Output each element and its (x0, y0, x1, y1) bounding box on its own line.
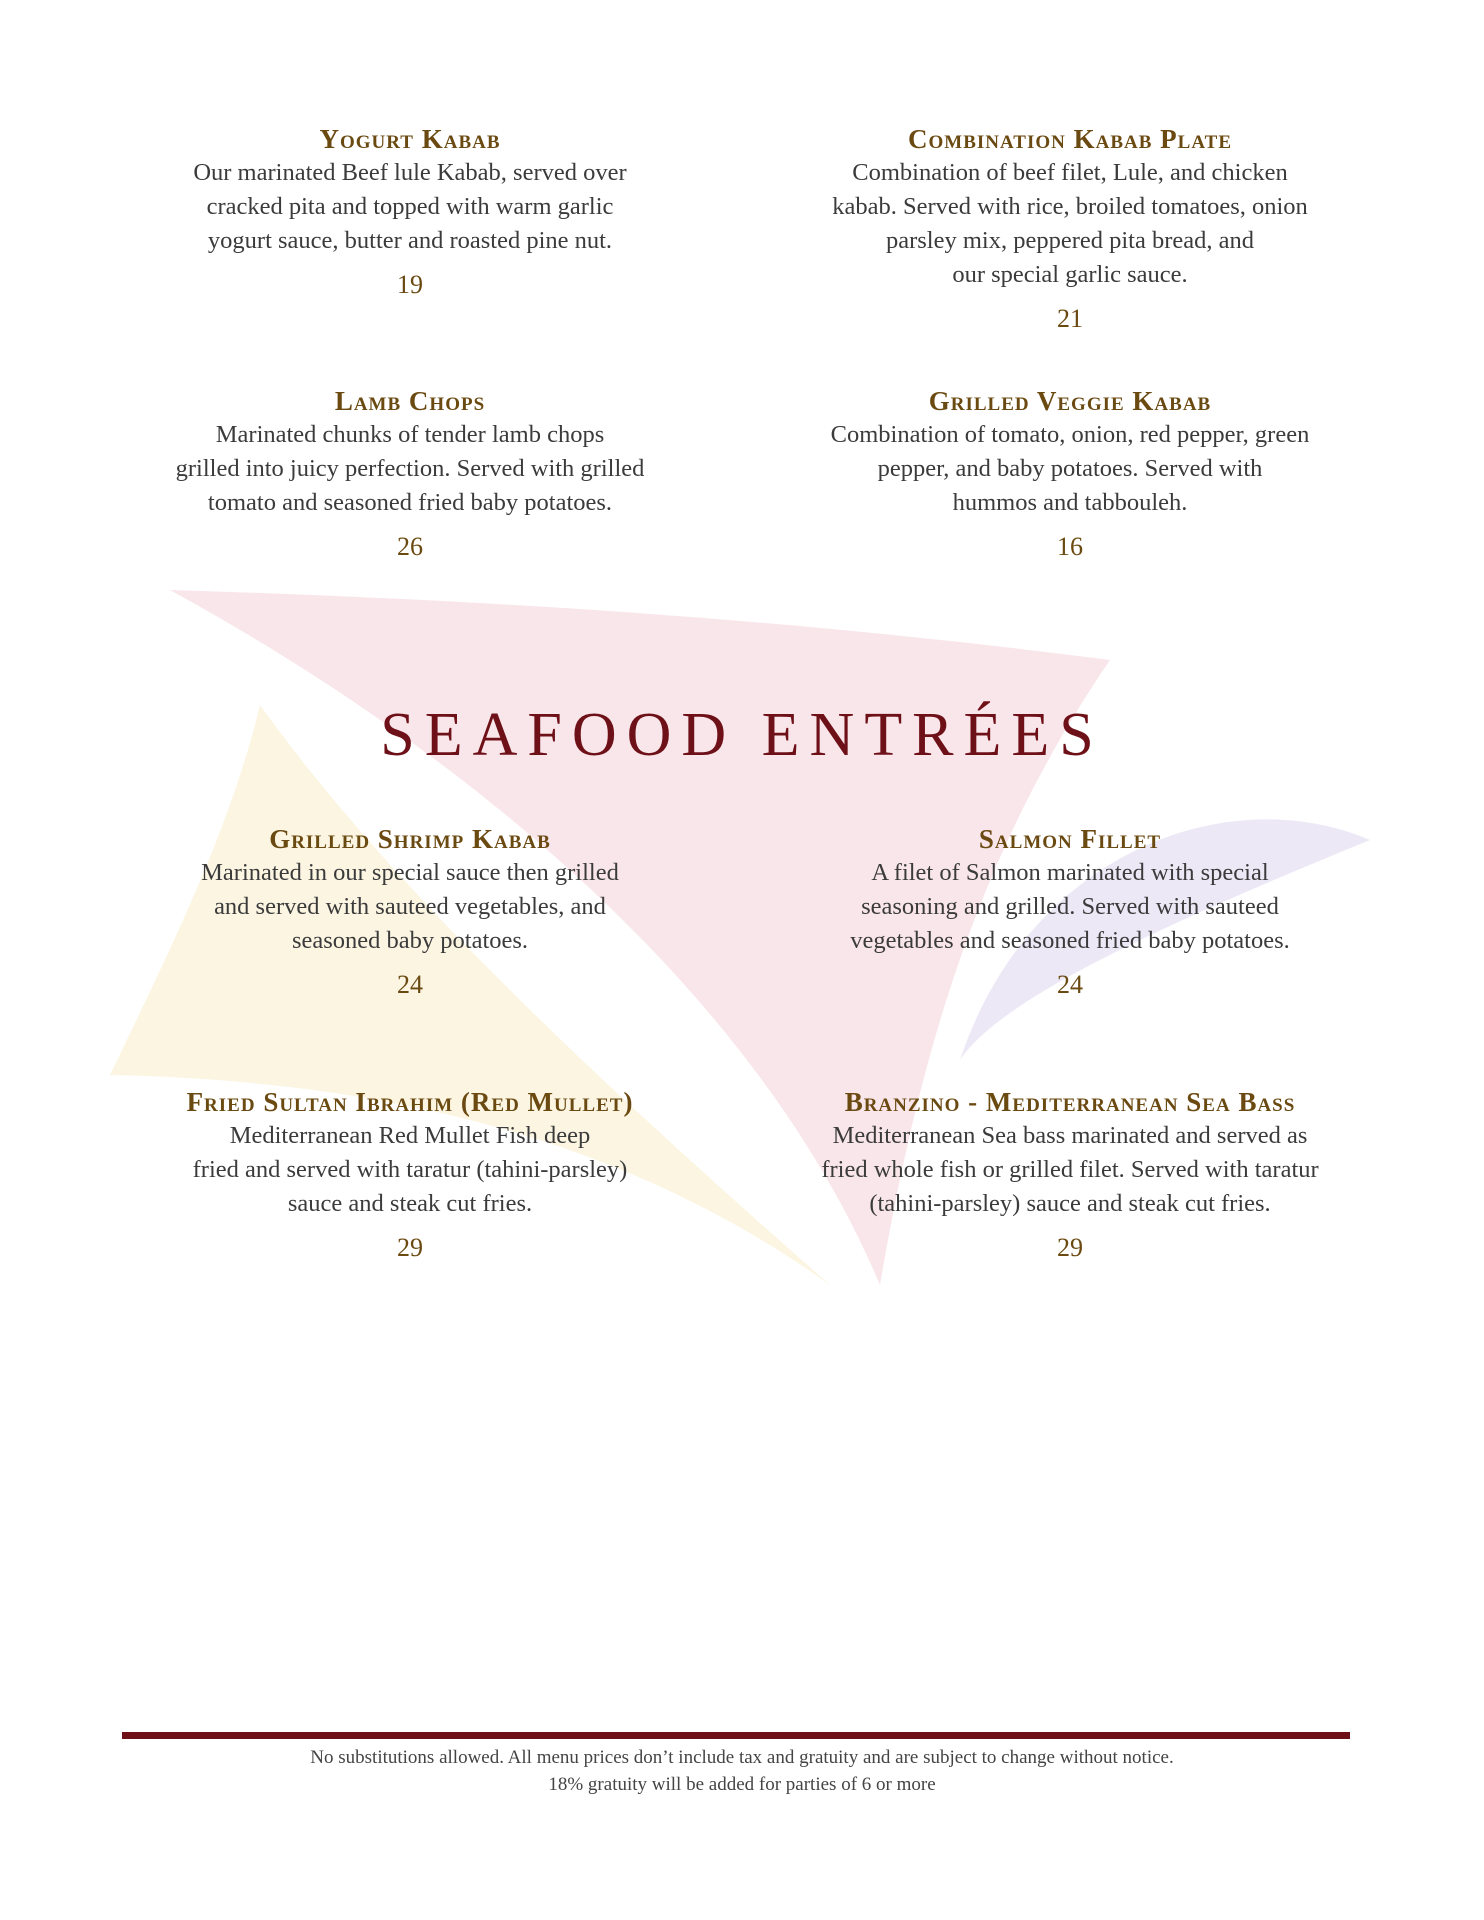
item-title: Lamb Chops (334, 386, 486, 416)
item-price: 21 (1057, 304, 1083, 333)
item-description: Marinated chunks of tender lamb chops grilled into juicy perfection. Served with grilled tomato and seasoned fried baby potatoes. (175, 421, 645, 516)
menu-item-yogurt-kabab (130, 122, 690, 302)
item-description: Combination of tomato, onion, red pepper, green pepper, and baby potatoes. Served with hummos and tabbouleh. (830, 421, 1310, 516)
item-title: Salmon Fillet (978, 824, 1162, 854)
menu-item-salmon-fillet (790, 822, 1350, 1002)
item-description: Marinated in our special sauce then grilled and served with sauteed vegetables, and seasoned baby potatoes. (201, 859, 619, 954)
item-price: 19 (397, 270, 423, 299)
menu-item-lamb-chops (130, 384, 690, 564)
item-title: Grilled Veggie Kabab (928, 386, 1212, 416)
item-price: 26 (397, 532, 423, 561)
menu-item-grilled-veggie-kabab (790, 384, 1350, 564)
item-title: Fried Sultan Ibrahim (Red Mullet) (186, 1087, 634, 1117)
menu-item-fried-sultan-ibrahim (130, 1085, 690, 1265)
item-price: 16 (1057, 532, 1083, 561)
item-description: Combination of beef filet, Lule, and chicken kabab. Served with rice, broiled tomatoes, onion parsley mix, peppered pita bread, and our special garlic sauce. (832, 159, 1308, 288)
item-price: 24 (1057, 970, 1083, 999)
item-description: Mediterranean Red Mullet Fish deep fried and served with taratur (tahini-parsley) sauce and steak cut fries. (192, 1122, 628, 1217)
item-title: Combination Kabab Plate (908, 124, 1232, 154)
menu-item-combination-kabab-plate (790, 122, 1350, 336)
seafood-section-heading: SEAFOOD ENTRÉES (380, 701, 1104, 769)
item-title: Yogurt Kabab (319, 124, 501, 154)
item-description: Our marinated Beef lule Kabab, served over cracked pita and topped with warm garlic yogurt sauce, butter and roasted pine nut. (193, 159, 627, 254)
footer-line-gratuity: 18% gratuity will be added for parties of 6 or more (548, 1774, 936, 1795)
footer-divider (122, 1732, 1350, 1739)
item-price: 24 (397, 970, 423, 999)
menu-item-grilled-shrimp-kabab (130, 822, 690, 1002)
menu-item-branzino (790, 1085, 1350, 1265)
item-price: 29 (397, 1233, 423, 1262)
item-price: 29 (1057, 1233, 1083, 1262)
item-description: Mediterranean Sea bass marinated and served as fried whole fish or grilled filet. Served with taratur (tahini-parsley) sauce and steak cut fries. (821, 1122, 1319, 1217)
item-title: Grilled Shrimp Kabab (269, 824, 551, 854)
item-description: A filet of Salmon marinated with special seasoning and grilled. Served with sauteed vegetables and seasoned fried baby potatoes. (850, 859, 1290, 954)
footer-note (0, 1744, 1484, 1798)
footer-line-policy: No substitutions allowed. All menu prices don’t include tax and gratuity and are subject to change without notice. (310, 1747, 1174, 1768)
item-title: Branzino - Mediterranean Sea Bass (844, 1087, 1296, 1117)
